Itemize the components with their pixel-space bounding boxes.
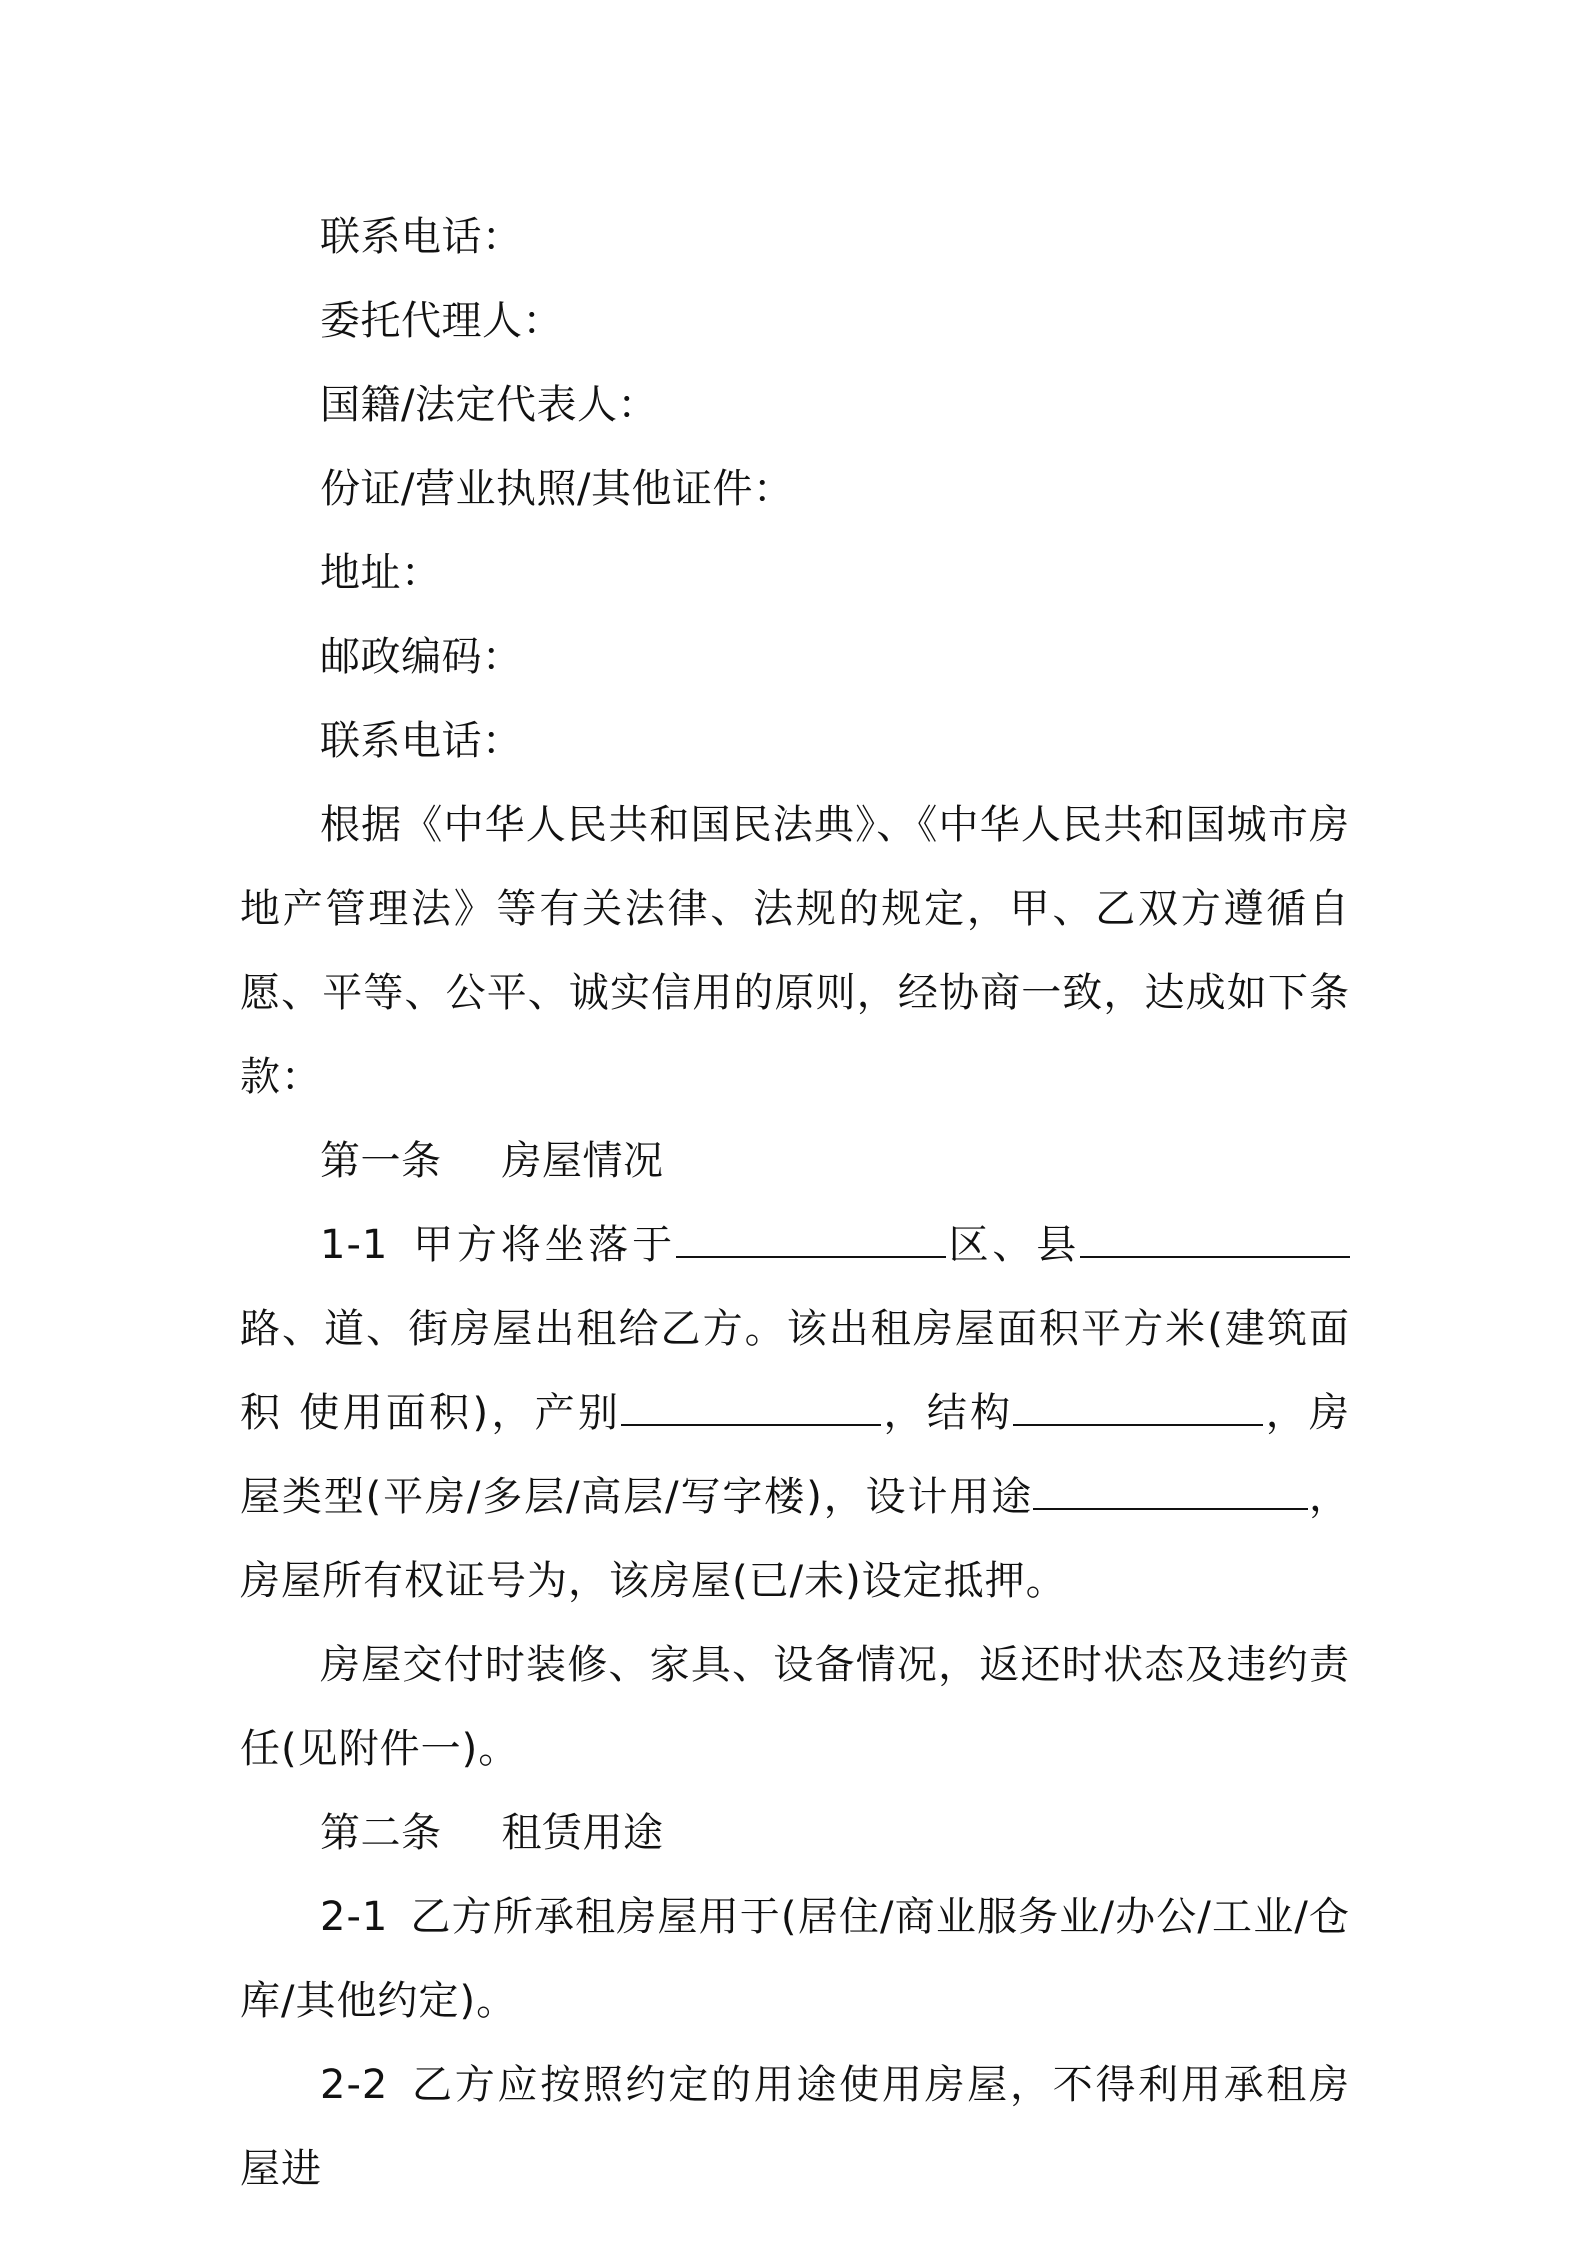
clause-1-1-seg1: 甲方将坐落于 xyxy=(410,1222,676,1268)
article-1-label: 第一条 xyxy=(320,1138,442,1184)
field-phone-second: 联系电话： xyxy=(320,718,523,764)
clause-1-1 xyxy=(240,1203,1350,1623)
clause-2-1-number: 2-1 xyxy=(320,1894,389,1940)
clause-2-2 xyxy=(240,2043,1350,2211)
field-postcode: 邮政编码： xyxy=(320,634,523,680)
field-nationality: 国籍/法定代表人： xyxy=(320,382,658,428)
clause-2-2-number: 2-2 xyxy=(320,2062,389,2108)
article-1-title: 房屋情况 xyxy=(501,1138,664,1184)
article-1-heading xyxy=(240,1119,1350,1203)
article-2-label: 第二条 xyxy=(320,1810,442,1856)
article-2-title: 租赁用途 xyxy=(501,1810,664,1856)
clause-1-1-seg2: 区、县 xyxy=(945,1222,1081,1268)
delivery-paragraph: 房屋交付时装修、家具、设备情况，返还时状态及违约责任(见附件一)。 xyxy=(240,1642,1350,1772)
clause-1-1-seg6: ，房屋所有权证号为，该房屋(已/未)设定抵押。 xyxy=(240,1474,1351,1604)
district-blank xyxy=(676,1222,946,1258)
ownership-type-blank xyxy=(621,1390,881,1426)
clause-1-1-number: 1-1 xyxy=(320,1222,389,1268)
clause-1-1-seg4: ，结构 xyxy=(881,1390,1014,1436)
document-page xyxy=(240,195,1350,2211)
field-agent: 委托代理人： xyxy=(320,298,563,344)
design-use-blank xyxy=(1033,1474,1308,1510)
preamble-paragraph: 根据《中华人民共和国民法典》、《中华人民共和国城市房地产管理法》等有关法律、法规的规定，甲、乙双方遵循自愿、平等、公平、诚实信用的原则，经协商一致，达成如下条款： xyxy=(240,802,1350,1100)
structure-blank xyxy=(1013,1390,1263,1426)
clause-2-1 xyxy=(240,1875,1350,2043)
clause-2-2-text: 乙方应按照约定的用途使用房屋，不得利用承租房屋进 xyxy=(240,2062,1350,2192)
county-blank xyxy=(1080,1222,1350,1258)
article-2-heading xyxy=(240,1791,1350,1875)
field-phone: 联系电话： xyxy=(320,214,523,260)
clause-1-1-seg3: 路、道、街房屋出租给乙方。该出租房屋面积平方米(建筑面积 使用面积)，产别 xyxy=(240,1306,1350,1436)
clause-2-1-text: 乙方所承租房屋用于(居住/商业服务业/办公/工业/仓库/其他约定)。 xyxy=(240,1894,1350,2024)
field-address: 地址： xyxy=(320,550,442,596)
clause-1-1-seg5: ，房屋类型(平房/多层/高层/写字楼)，设计用途 xyxy=(240,1390,1351,1520)
field-id-documents: 份证/营业执照/其他证件： xyxy=(320,466,794,512)
